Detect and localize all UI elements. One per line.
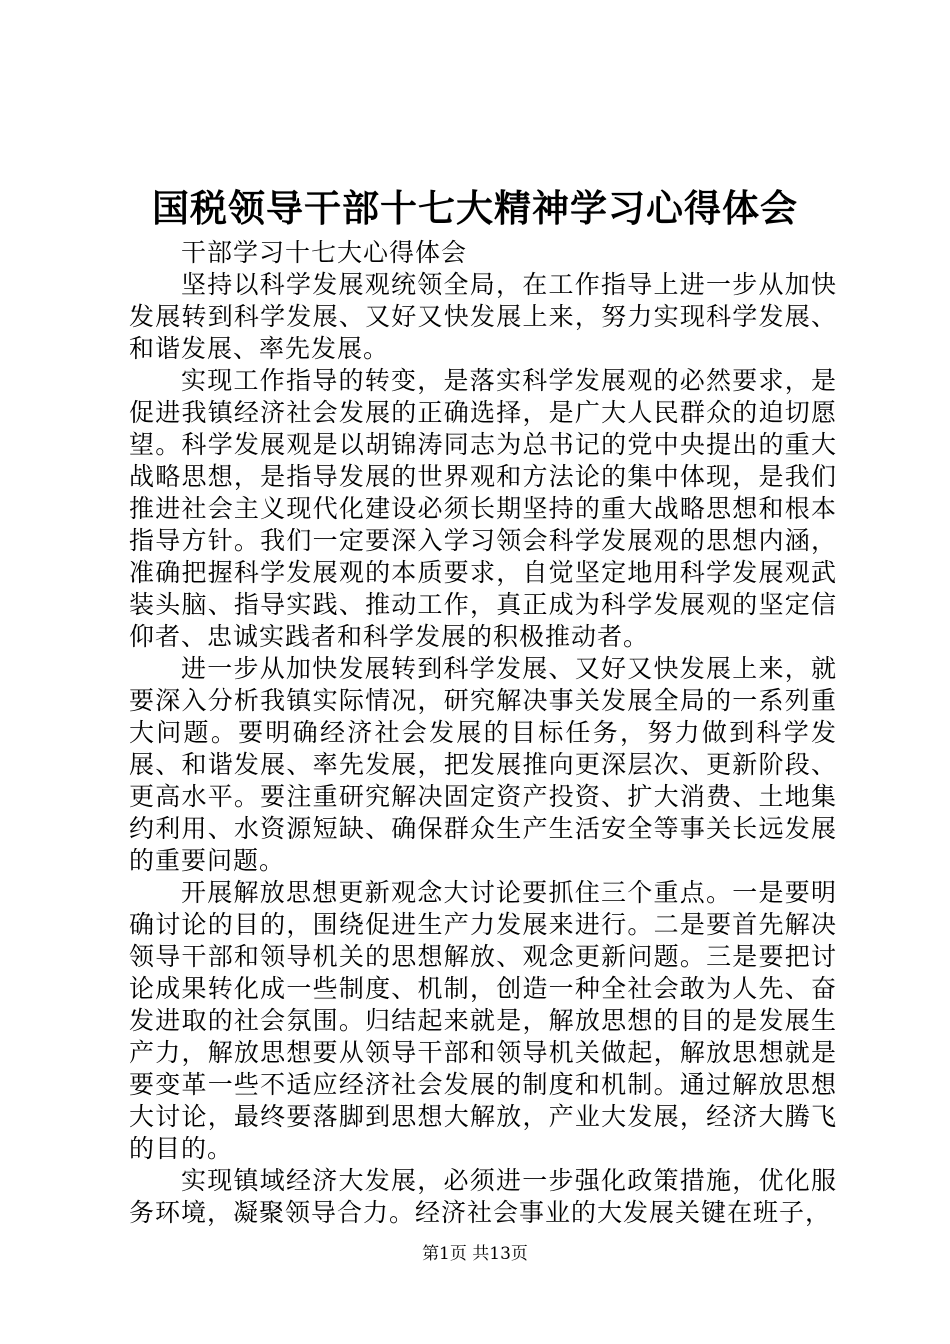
paragraph-4: 开展解放思想更新观念大讨论要抓住三个重点。一是要明确讨论的目的，围绕促进生产力发展来进行。二是要首先解决领导干部和领导机关的思想解放、观念更新问题。三是要把讨论成果转化成一些制度、机制，创造一种全社会敢为人先、奋发进取的社会氛围。归结起来就是，解放思想的目的是发展生产力，解放思想要从领导干部和领导机关做起，解放思想就是要变革一些不适应经济社会发展的制度和机制。通过解放思想大讨论，最终要落脚到思想大解放，产业大发展，经济大腾飞的目的。: [129, 878, 837, 1163]
paragraph-5: 实现镇域经济大发展，必须进一步强化政策措施，优化服务环境，凝聚领导合力。经济社会事业的大发展关键在班子，: [129, 1166, 837, 1227]
document-body: [129, 237, 837, 1229]
paragraph-2: 实现工作指导的转变，是落实科学发展观的必然要求，是促进我镇经济社会发展的正确选择，是广大人民群众的迫切愿望。科学发展观是以胡锦涛同志为总书记的党中央提出的重大战略思想，是指导发展的世界观和方法论的集中体现，是我们推进社会主义现代化建设必须长期坚持的重大战略思想和根本指导方针。我们一定要深入学习领会科学发展观的思想内涵，准确把握科学发展观的本质要求，自觉坚定地用科学发展观武装头脑、指导实践、推动工作，真正成为科学发展观的坚定信仰者、忠诚实践者和科学发展的积极推动者。: [129, 366, 837, 651]
paragraph-1: 坚持以科学发展观统领全局，在工作指导上进一步从加快发展转到科学发展、又好又快发展上来，努力实现科学发展、和谐发展、率先发展。: [129, 270, 837, 363]
document-subtitle: 干部学习十七大心得体会: [181, 238, 468, 267]
page-number-footer: 第1页 共13页: [422, 1244, 528, 1264]
paragraph-3: 进一步从加快发展转到科学发展、又好又快发展上来，就要深入分析我镇实际情况，研究解决事关发展全局的一系列重大问题。要明确经济社会发展的目标任务，努力做到科学发展、和谐发展、率先发展，把发展推向更深层次、更新阶段、更高水平。要注重研究解决固定资产投资、扩大消费、土地集约利用、水资源短缺、确保群众生产生活安全等事关长远发展的重要问题。: [129, 654, 837, 875]
document-title: 国税领导干部十七大精神学习心得体会: [152, 186, 798, 230]
